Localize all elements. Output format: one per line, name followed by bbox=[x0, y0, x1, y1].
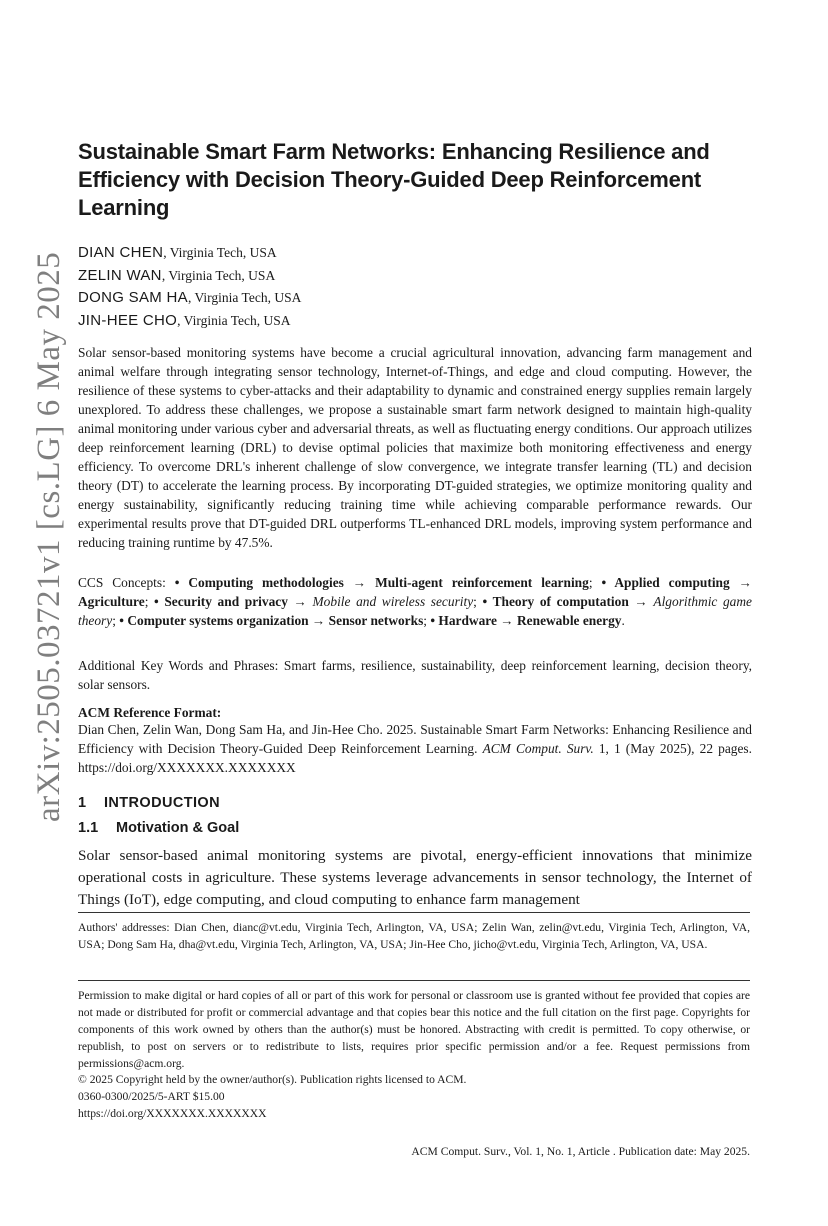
ccs-arrow: → bbox=[628, 594, 654, 609]
author-entry bbox=[78, 265, 768, 288]
abstract: Solar sensor-based monitoring systems have become a crucial agricultural innovation, advancing farm management and animal welfare through integrating sensor technology, Internet-of-Things, and edge and cloud computing. However, the resilience of these systems to cyber-attacks and their adaptability to dynamic and constrained energy supplies remain largely unexplored. To address these challenges, we propose a sustainable smart farm network designed to maintain high-quality animal monitoring under various cyber and adversarial threats, as well as fluctuating energy conditions. Our approach utilizes deep reinforcement learning (DRL) to devise optimal policies that maximize both monitoring effectiveness and energy efficiency. To overcome DRL's inherent challenge of slow convergence, we integrate transfer learning (TL) and decision theory (DT) to accelerate the learning process. By incorporating DT-guided strategies, we optimize monitoring quality and energy sustainability, significantly reducing training time while achieving comparable performance rewards. Our experimental results prove that DT-guided DRL outperforms TL-enhanced DRL models, improving system performance and reducing training runtime by 47.5%. bbox=[78, 345, 752, 550]
author-affiliation: , Virginia Tech, USA bbox=[177, 312, 291, 328]
author-affiliation: , Virginia Tech, USA bbox=[163, 245, 277, 260]
ccs-label: CCS Concepts: bbox=[78, 575, 175, 590]
subsection-heading-motivation bbox=[78, 820, 239, 836]
reference-text: Dian Chen, Zelin Wan, Dong Sam Ha, and Jin-Hee Cho. 2025. Sustainable Smart Farm Networks: Enhancing Resilience and Efficiency with Decision Theory-Guided Deep Reinforcement Learning. bbox=[78, 722, 752, 756]
ccs-end: . bbox=[621, 613, 625, 628]
section-number: 1 bbox=[78, 795, 87, 811]
page-footer: ACM Comput. Surv., Vol. 1, No. 1, Article . Publication date: May 2025. bbox=[411, 1145, 750, 1158]
doi-line: https://doi.org/XXXXXXX.XXXXXXX bbox=[78, 1107, 267, 1120]
ccs-concept: • Applied computing → Agriculture bbox=[78, 575, 752, 609]
arxiv-sidebar-id: arXiv:2505.03721v1 [cs.LG] 6 May 2025 bbox=[31, 251, 67, 822]
author-affiliation: , Virginia Tech, USA bbox=[187, 290, 302, 305]
ccs-concept: • Hardware → Renewable energy bbox=[430, 613, 622, 628]
keywords: Additional Key Words and Phrases: Smart farms, resilience, sustainability, deep reinforcement learning, decision theory, solar sensors. bbox=[78, 658, 752, 692]
ccs-concept: • Security and privacy bbox=[154, 594, 288, 609]
ccs-separator: ; bbox=[473, 594, 483, 609]
reference-heading: ACM Reference Format: bbox=[78, 705, 222, 720]
permission-divider bbox=[78, 980, 750, 981]
ccs-separator: ; bbox=[588, 575, 602, 590]
reference-format bbox=[78, 720, 752, 777]
ccs-separator: ; bbox=[112, 613, 120, 628]
paper-title: Sustainable Smart Farm Networks: Enhancing Resilience and Efficiency with Decision Theory-Guided Deep Reinforcement Learning bbox=[78, 139, 710, 220]
permission-notice: Permission to make digital or hard copies of all or part of this work for personal or classroom use is granted without fee provided that copies are not made or distributed for profit or commercial advantage and that copies bear this notice and the full citation on the first page. Copyrights for components of this work owned by others than the author(s) must be honored. Abstracting with credit is permitted. To copy otherwise, or republish, to post on servers or to redistribute to lists, requires prior specific permission and/or a fee. Request permissions from permissions@acm.org. bbox=[78, 989, 750, 1070]
copyright-line: © 2025 Copyright held by the owner/author(s). Publication rights licensed to ACM. bbox=[78, 1073, 467, 1086]
author-affiliation: , Virginia Tech, USA bbox=[161, 267, 276, 283]
section-number: 1.1 bbox=[78, 820, 99, 836]
ccs-concept: • Computing methodologies → Multi-agent reinforcement learning bbox=[174, 575, 589, 590]
ccs-concepts bbox=[78, 573, 752, 630]
issn-line: 0360-0300/2025/5-ART $15.00 bbox=[78, 1090, 225, 1103]
authors-addresses: Authors' addresses: Dian Chen, dianc@vt.edu, Virginia Tech, Arlington, VA, USA; Zelin Wan, zelin@vt.edu, Virginia Tech, Arlington, VA, USA; Dong Sam Ha, dha@vt.edu, Virginia Tech, Arlington, VA, USA; Jin-Hee Cho, jicho@vt.edu, Virginia Tech, Arlington, VA, USA. bbox=[78, 921, 750, 951]
ccs-subconcept: Mobile and wireless security bbox=[312, 594, 474, 609]
author-name: JIN-HEE CHO bbox=[78, 311, 178, 329]
author-name: DONG SAM HA bbox=[78, 289, 188, 306]
intro-paragraph: Solar sensor-based animal monitoring systems are pivotal, energy-efficient innovations that minimize operational costs in agriculture. These systems leverage advancements in sensor technology, the Internet of Things (IoT), edge computing, and cloud computing to enhance farm management bbox=[78, 847, 752, 908]
author-entry bbox=[78, 310, 768, 333]
reference-journal: ACM Comput. Surv. bbox=[482, 741, 594, 756]
author-entry bbox=[78, 242, 768, 265]
ccs-concept: • Computer systems organization → Sensor networks bbox=[119, 613, 424, 628]
author-entry bbox=[78, 287, 768, 310]
ccs-concept: • Theory of computation bbox=[482, 594, 629, 609]
author-name: DIAN CHEN bbox=[78, 244, 164, 261]
ccs-separator: ; bbox=[423, 613, 431, 628]
footnote-divider bbox=[78, 912, 750, 913]
author-list bbox=[78, 242, 768, 332]
ccs-subconcept: Algorithmic game theory bbox=[78, 594, 752, 628]
author-name: ZELIN WAN bbox=[78, 266, 162, 284]
ccs-separator: ; bbox=[144, 594, 155, 609]
reference-rest: 1, 1 (May 2025), 22 pages. https://doi.org/XXXXXXX.XXXXXXX bbox=[78, 741, 752, 775]
section-heading-introduction bbox=[78, 795, 220, 811]
section-title: Motivation & Goal bbox=[116, 820, 240, 836]
ccs-arrow: → bbox=[287, 594, 313, 609]
section-title: INTRODUCTION bbox=[104, 795, 220, 811]
